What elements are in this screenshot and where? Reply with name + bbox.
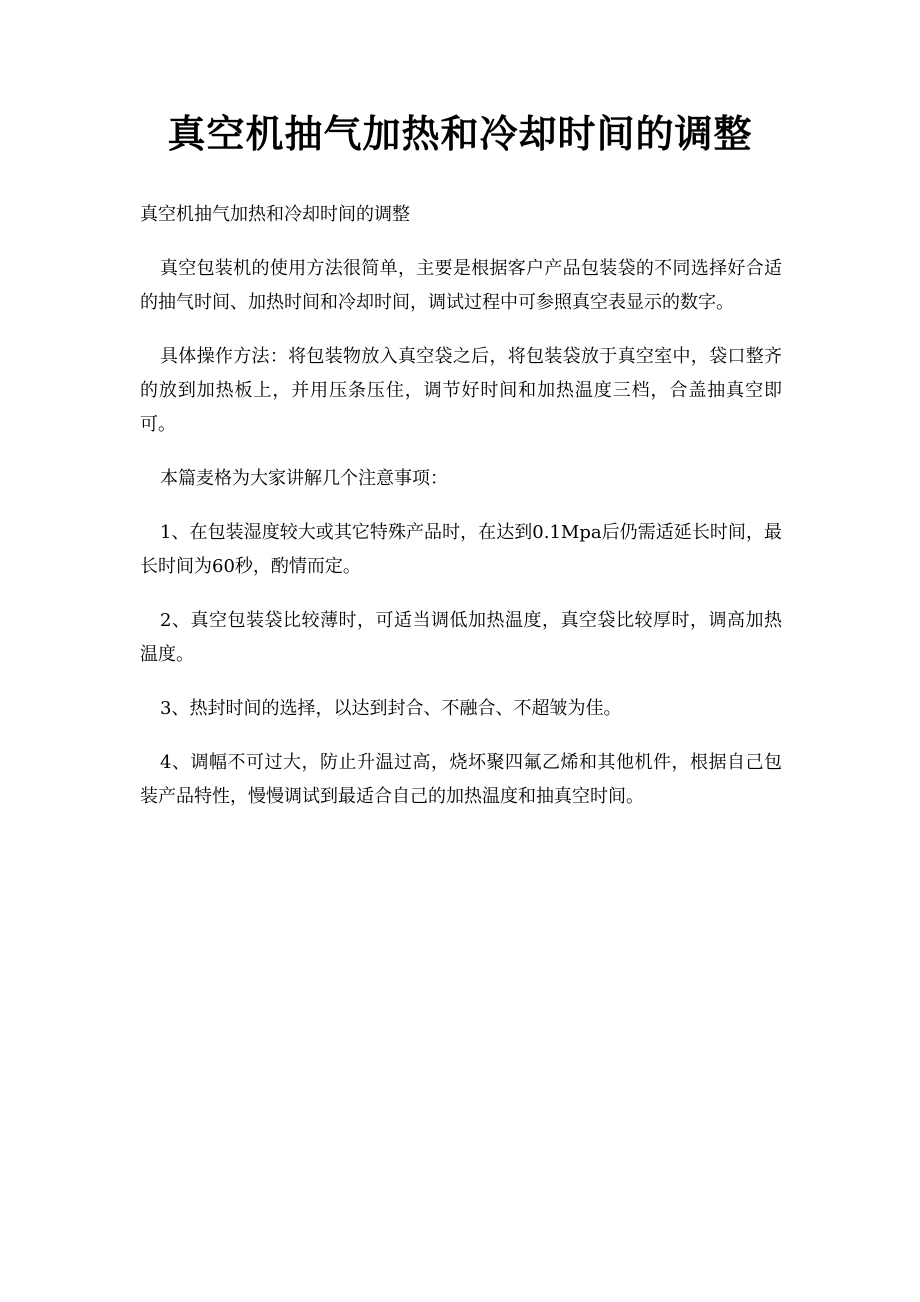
paragraph-note-4: 4、调幅不可过大，防止升温过高，烧坏聚四氟乙烯和其他机件，根据自己包装产品特性，慢慢调试到最适合自己的加热温度和抽真空时间。	[140, 752, 782, 807]
document-subtitle: 真空机抽气加热和冷却时间的调整	[140, 204, 410, 225]
paragraph-intro: 真空包装机的使用方法很简单，主要是根据客户产品包装袋的不同选择好合适的抽气时间、加热时间和冷却时间，调试过程中可参照真空表显示的数字。	[140, 258, 782, 313]
paragraph-notes-heading: 本篇麦格为大家讲解几个注意事项：	[160, 468, 448, 489]
paragraph-note-3: 3、热封时间的选择，以达到封合、不融合、不超皱为佳。	[160, 698, 622, 719]
paragraph-note-2: 2、真空包装袋比较薄时，可适当调低加热温度，真空袋比较厚时，调高加热温度。	[140, 610, 782, 665]
paragraph-operation: 具体操作方法：将包装物放入真空袋之后，将包装袋放于真空室中，袋口整齐的放到加热板上，并用压条压住，调节好时间和加热温度三档，合盖抽真空即可。	[140, 346, 782, 435]
document-body	[140, 198, 782, 834]
document-title: 真空机抽气加热和冷却时间的调整	[167, 111, 753, 156]
paragraph-note-1: 1、在包装湿度较大或其它特殊产品时，在达到0.1Mpa后仍需适延长时间，最长时间为60秒，酌情而定。	[140, 522, 782, 577]
